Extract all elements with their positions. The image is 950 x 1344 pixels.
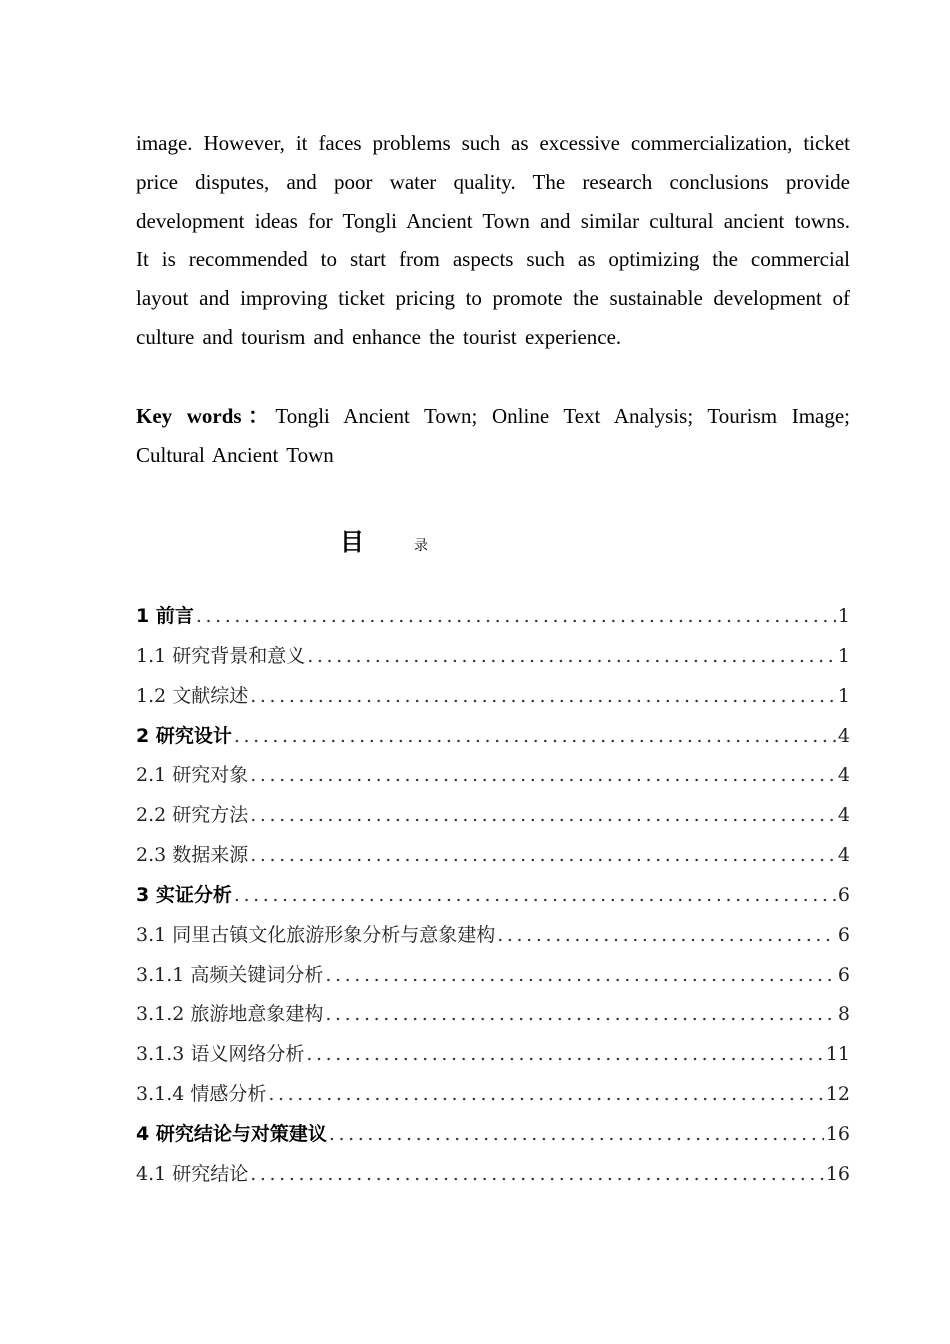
toc-entry-page: 8 [837,1003,850,1026]
toc-entry-label: 2.3 数据来源 [136,844,249,867]
toc-entry-label: 1.1 研究背景和意义 [136,644,306,667]
toc-dot-leader [250,804,836,826]
toc-dot-leader [250,764,836,786]
toc-entry-page: 4 [837,844,850,867]
keywords-label: Key words： [136,403,276,428]
toc-entry-label: 3.1.1 高频关键词分析 [136,963,324,986]
toc-entry[interactable] [136,999,850,1039]
toc-entry[interactable] [136,1079,850,1119]
toc-entry-page: 6 [837,963,850,986]
toc-dot-leader [250,844,836,866]
toc-entry[interactable] [136,800,850,840]
toc-dot-leader [307,645,836,667]
toc-entry-label: 1.2 文献综述 [136,684,249,707]
toc-entry-label: 2.2 研究方法 [136,804,249,827]
toc-entry[interactable] [136,840,850,880]
toc-dot-leader [497,924,836,946]
toc-entry[interactable] [136,920,850,960]
toc-entry-label: 4.1 研究结论 [136,1162,249,1185]
toc-entry-label: 3 实证分析 [136,883,232,906]
toc-dot-leader [306,1043,823,1065]
document-page [136,124,850,474]
toc-entry[interactable] [136,601,850,641]
toc-entry-page: 1 [837,684,850,707]
toc-dot-leader [234,884,836,906]
toc-dot-leader [268,1083,823,1105]
toc-entry-label: 3.1.2 旅游地意象建构 [136,1003,324,1026]
toc-dot-leader [250,1163,824,1185]
toc-entry-label: 3.1.4 情感分析 [136,1083,267,1106]
toc-entry[interactable] [136,641,850,681]
toc-title-sub: 录 [414,538,428,554]
keywords-value: Tongli Ancient Town; Online Text Analysis; Tourism Image; Cultural Ancient Town [136,403,851,467]
toc-entry-page: 16 [825,1162,850,1185]
abstract-paragraph: image. However, it faces problems such as excessive commercialization, ticket price disputes, and poor water quality. The research conclusions provide development ideas for Tongli Ancient Town and similar cultural ancient towns. It is recommended to start from aspects such as optimizing the commercial layout and improving ticket pricing to promote the sustainable development of culture and tourism and enhance the tourist experience. [136,131,850,349]
toc-entry-page: 4 [837,764,850,787]
toc-entry-label: 2.1 研究对象 [136,764,249,787]
toc-entry[interactable] [136,880,850,920]
toc-entry-page: 16 [825,1122,850,1145]
toc-dot-leader [329,1123,824,1145]
toc-entry-label: 3.1.3 语义网络分析 [136,1043,305,1066]
toc-entry[interactable] [136,1119,850,1159]
toc-entry-page: 1 [837,605,850,627]
toc-entry-page: 12 [825,1083,850,1106]
toc-entry[interactable] [136,681,850,721]
keywords-paragraph [136,397,850,475]
toc-entry-page: 6 [837,923,850,946]
toc-entry[interactable] [136,721,850,761]
toc-title [340,522,428,557]
toc-entry[interactable] [136,960,850,1000]
toc-entry-label: 2 研究设计 [136,724,232,747]
toc-entry[interactable] [136,1039,850,1079]
toc-title-main: 目 [340,528,364,556]
toc-entry-page: 4 [837,724,850,747]
toc-entry-page: 4 [837,804,850,827]
toc-dot-leader [196,605,836,627]
toc-dot-leader [325,964,836,986]
toc-dot-leader [250,685,836,707]
table-of-contents [136,601,850,1199]
toc-dot-leader [234,725,836,747]
toc-entry-page: 11 [825,1043,850,1066]
toc-entry-label: 1 前言 [136,605,194,627]
toc-dot-leader [325,1003,836,1025]
toc-entry[interactable] [136,1159,850,1199]
toc-entry-label: 4 研究结论与对策建议 [136,1122,327,1145]
toc-entry-page: 1 [837,644,850,667]
toc-entry-label: 3.1 同里古镇文化旅游形象分析与意象建构 [136,923,496,946]
toc-entry[interactable] [136,760,850,800]
toc-entry-page: 6 [837,883,850,906]
